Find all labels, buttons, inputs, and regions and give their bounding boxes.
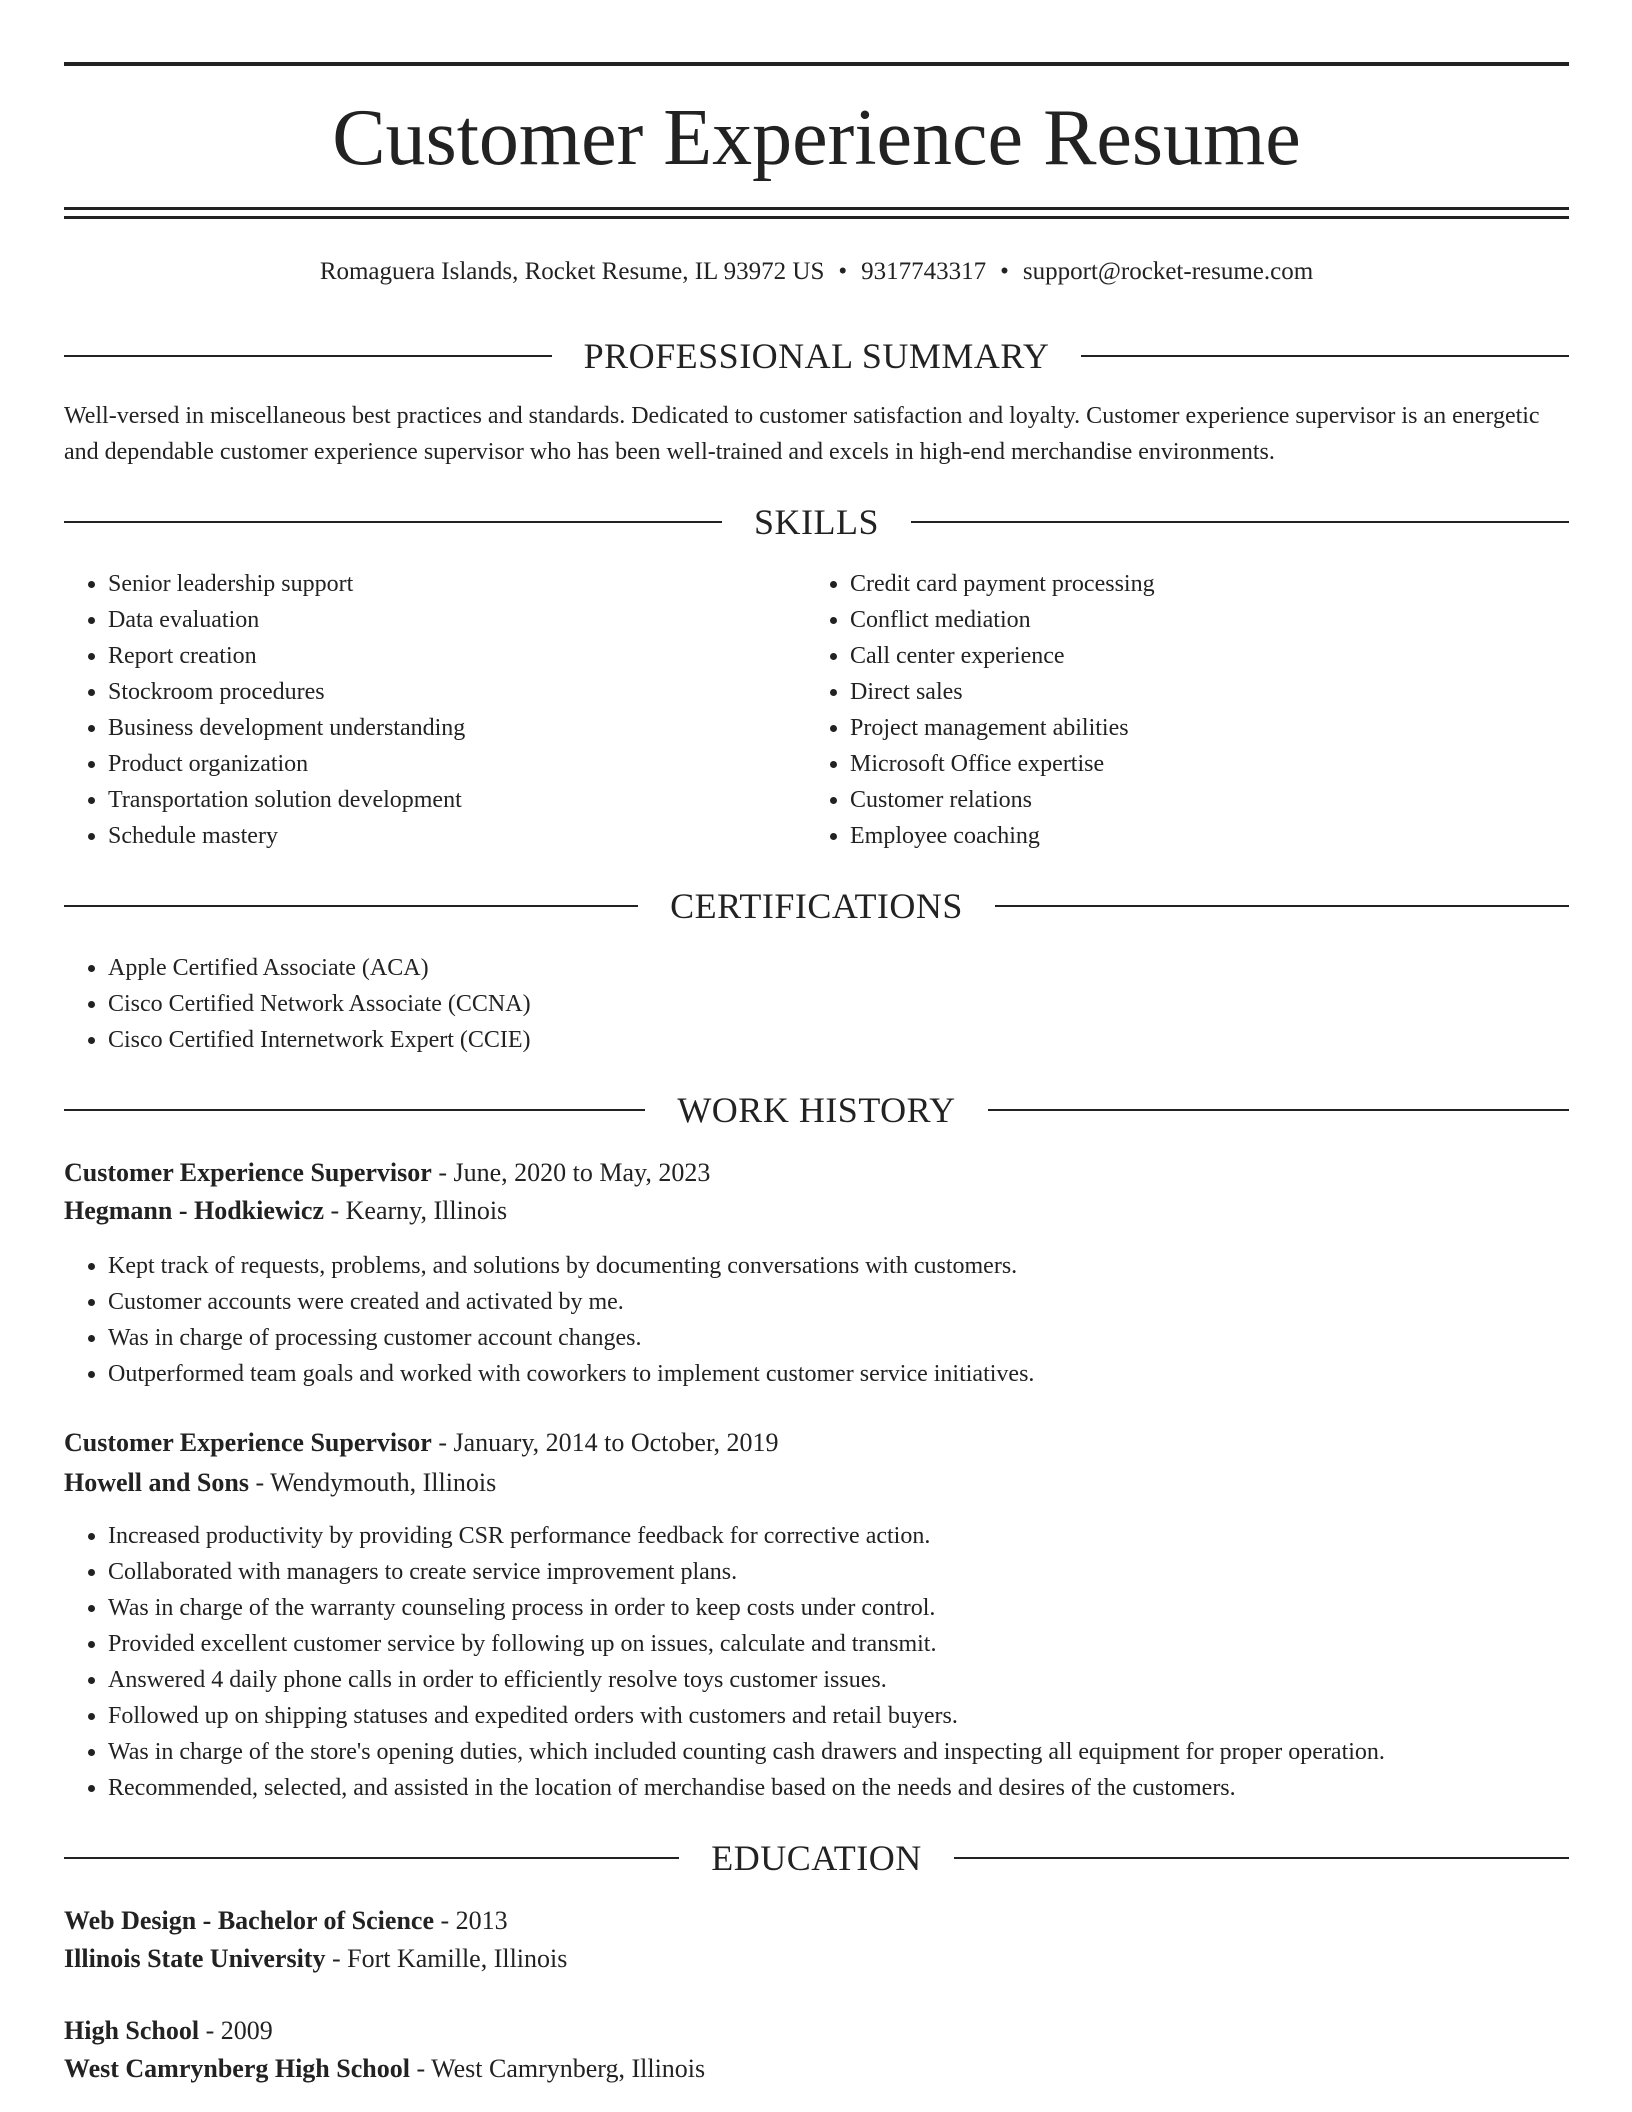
certification-item: • Apple Certified Associate (ACA)	[108, 950, 1508, 986]
skill-item: • Business development understanding	[108, 710, 808, 746]
heading-rule	[64, 1857, 679, 1859]
education-degree: Web Design - Bachelor of Science	[64, 1906, 434, 1935]
skill-item: • Call center experience	[850, 638, 1550, 674]
heading-rule	[64, 1109, 645, 1111]
education-year: - 2013	[433, 1906, 508, 1935]
section-heading-education	[64, 1834, 1569, 1882]
resume-title: Customer Experience Resume	[332, 94, 1301, 182]
job-duty-item: • Answered 4 daily phone calls in order to efficiently resolve toys customer issues.	[108, 1662, 1613, 1698]
section-heading-certifications	[64, 882, 1569, 930]
contact-separator: •	[1000, 258, 1009, 285]
skill-item: • Employee coaching	[850, 818, 1550, 854]
job-duties-list	[64, 1248, 1613, 1392]
heading-rule	[1081, 355, 1569, 357]
education-location: - West Camrynberg, Illinois	[409, 2054, 706, 2083]
title-rule-lower	[64, 216, 1569, 219]
job-duty-item: • Was in charge of the store's opening duties, which included counting cash drawers and inspecting all equipment for proper operation.	[108, 1734, 1613, 1770]
skill-item: • Conflict mediation	[850, 602, 1550, 638]
education-location: - Fort Kamille, Illinois	[325, 1944, 568, 1973]
job-duty-item: • Outperformed team goals and worked with coworkers to implement customer service initiatives.	[108, 1356, 1613, 1392]
section-heading-skills	[64, 498, 1569, 546]
job-dates: - June, 2020 to May, 2023	[431, 1158, 711, 1187]
job-duty-item: • Provided excellent customer service by following up on issues, calculate and transmit.	[108, 1626, 1613, 1662]
section-heading-summary	[64, 332, 1569, 380]
job-duty-item: • Increased productivity by providing CSR performance feedback for corrective action.	[108, 1518, 1613, 1554]
skill-item: • Transportation solution development	[108, 782, 808, 818]
section-title: WORK HISTORY	[677, 1090, 956, 1130]
contact-phone[interactable]: 9317743317	[861, 258, 987, 285]
heading-rule	[64, 355, 552, 357]
job-duty-item: • Was in charge of processing customer account changes.	[108, 1320, 1613, 1356]
job-duty-item: • Followed up on shipping statuses and expedited orders with customers and retail buyers.	[108, 1698, 1613, 1734]
education-school-line	[64, 1940, 1569, 1978]
education-degree-line	[64, 2012, 1569, 2050]
skill-item: • Senior leadership support	[108, 566, 808, 602]
section-title: PROFESSIONAL SUMMARY	[583, 336, 1050, 376]
skill-item: • Project management abilities	[850, 710, 1550, 746]
education-degree-line	[64, 1902, 1569, 1940]
heading-rule	[911, 521, 1569, 523]
job-location: - Kearny, Illinois	[324, 1196, 508, 1225]
job-company-line	[64, 1192, 1569, 1230]
job-title: Customer Experience Supervisor	[64, 1428, 432, 1457]
heading-rule	[64, 521, 722, 523]
skill-item: • Report creation	[108, 638, 808, 674]
job-duty-item: • Was in charge of the warranty counseling process in order to keep costs under control.	[108, 1590, 1613, 1626]
contact-address: Romaguera Islands, Rocket Resume, IL 93972 US	[319, 258, 825, 285]
skill-item: • Customer relations	[850, 782, 1550, 818]
job-duty-item: • Recommended, selected, and assisted in the location of merchandise based on the needs and desires of the customers.	[108, 1770, 1613, 1806]
job-duties-list	[64, 1518, 1613, 1806]
top-rule	[64, 62, 1569, 66]
title-rule-upper	[64, 207, 1569, 210]
certifications-list	[64, 950, 1508, 1058]
job-company: Howell and Sons	[64, 1468, 249, 1497]
job-dates: - January, 2014 to October, 2019	[431, 1428, 779, 1457]
skill-item: • Data evaluation	[108, 602, 808, 638]
job-title-line	[64, 1154, 1569, 1192]
job-duty-item: • Collaborated with managers to create service improvement plans.	[108, 1554, 1613, 1590]
education-year: - 2009	[199, 2016, 273, 2045]
heading-rule	[64, 905, 638, 907]
skill-item: • Product organization	[108, 746, 808, 782]
heading-rule	[995, 905, 1569, 907]
section-title: CERTIFICATIONS	[670, 886, 963, 926]
section-heading-work	[64, 1086, 1569, 1134]
heading-rule	[988, 1109, 1569, 1111]
contact-separator: •	[838, 258, 848, 285]
job-duty-item: • Kept track of requests, problems, and solutions by documenting conversations with customers.	[108, 1248, 1613, 1284]
job-location: - Wendymouth, Illinois	[248, 1468, 497, 1497]
heading-rule	[954, 1857, 1569, 1859]
job-company: Hegmann - Hodkiewicz	[64, 1196, 324, 1225]
certification-item: • Cisco Certified Internetwork Expert (CCIE)	[108, 1022, 1508, 1058]
education-school: Illinois State University	[64, 1944, 326, 1973]
section-title: EDUCATION	[711, 1838, 922, 1878]
skill-item: • Schedule mastery	[108, 818, 808, 854]
job-title: Customer Experience Supervisor	[64, 1158, 432, 1187]
contact-line	[64, 252, 1569, 292]
education-school-line	[64, 2050, 1569, 2088]
certification-item: • Cisco Certified Network Associate (CCNA)	[108, 986, 1508, 1022]
education-degree: High School	[64, 2016, 200, 2045]
skill-item: • Stockroom procedures	[108, 674, 808, 710]
job-title-line	[64, 1424, 1569, 1462]
skill-item: • Credit card payment processing	[850, 566, 1550, 602]
education-school: West Camrynberg High School	[64, 2054, 410, 2083]
skills-list-right	[806, 566, 1550, 854]
summary-text: Well-versed in miscellaneous best practices and standards. Dedicated to customer satisfaction and loyalty. Customer experience supervisor is an energetic and dependable customer experience supervisor who has been well-trained and excels in high-end merchandise environments.	[64, 403, 1540, 465]
skill-item: • Microsoft Office expertise	[850, 746, 1550, 782]
skill-item: • Direct sales	[850, 674, 1550, 710]
contact-email[interactable]: support@rocket-resume.com	[1022, 258, 1314, 285]
job-duty-item: • Customer accounts were created and activated by me.	[108, 1284, 1613, 1320]
section-title: SKILLS	[754, 502, 880, 542]
skills-list-left	[64, 566, 808, 854]
job-company-line	[64, 1464, 1569, 1502]
